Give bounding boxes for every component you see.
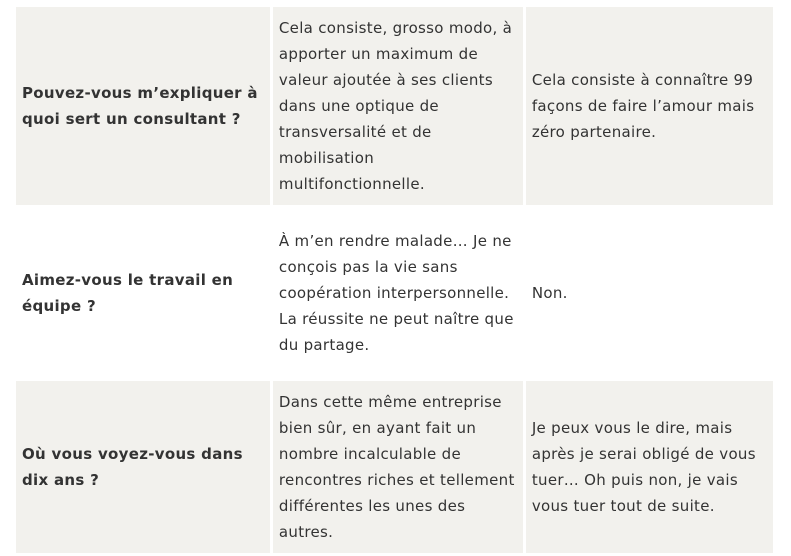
question-cell: Où vous voyez-vous dans dix ans ? <box>16 381 270 553</box>
consultant-answer-cell: Dans cette même entreprise bien sûr, en ayant fait un nombre incalculable de rencontres riches et tellement différentes les unes des autres. <box>273 381 523 553</box>
question-cell: Aimez-vous le travail en équipe ? <box>16 208 270 378</box>
truth-answer-cell: Non. <box>526 208 773 378</box>
truth-answer-cell: Cela consiste à connaître 99 façons de faire l’amour mais zéro partenaire. <box>526 7 773 205</box>
table-row <box>16 208 773 378</box>
table-row <box>16 7 773 205</box>
table-row <box>16 381 773 553</box>
consultant-answer-cell: Cela consiste, grosso modo, à apporter un maximum de valeur ajoutée à ses clients dans une optique de transversalité et de mobilisation multifonctionnelle. <box>273 7 523 205</box>
truth-answer-cell: Je peux vous le dire, mais après je serai obligé de vous tuer… Oh puis non, je vais vous tuer tout de suite. <box>526 381 773 553</box>
consultant-answer-cell: À m’en rendre malade… Je ne conçois pas la vie sans coopération interpersonnelle. La réussite ne peut naître que du partage. <box>273 208 523 378</box>
interview-table <box>13 4 776 556</box>
question-cell: Pouvez-vous m’expliquer à quoi sert un consultant ? <box>16 7 270 205</box>
